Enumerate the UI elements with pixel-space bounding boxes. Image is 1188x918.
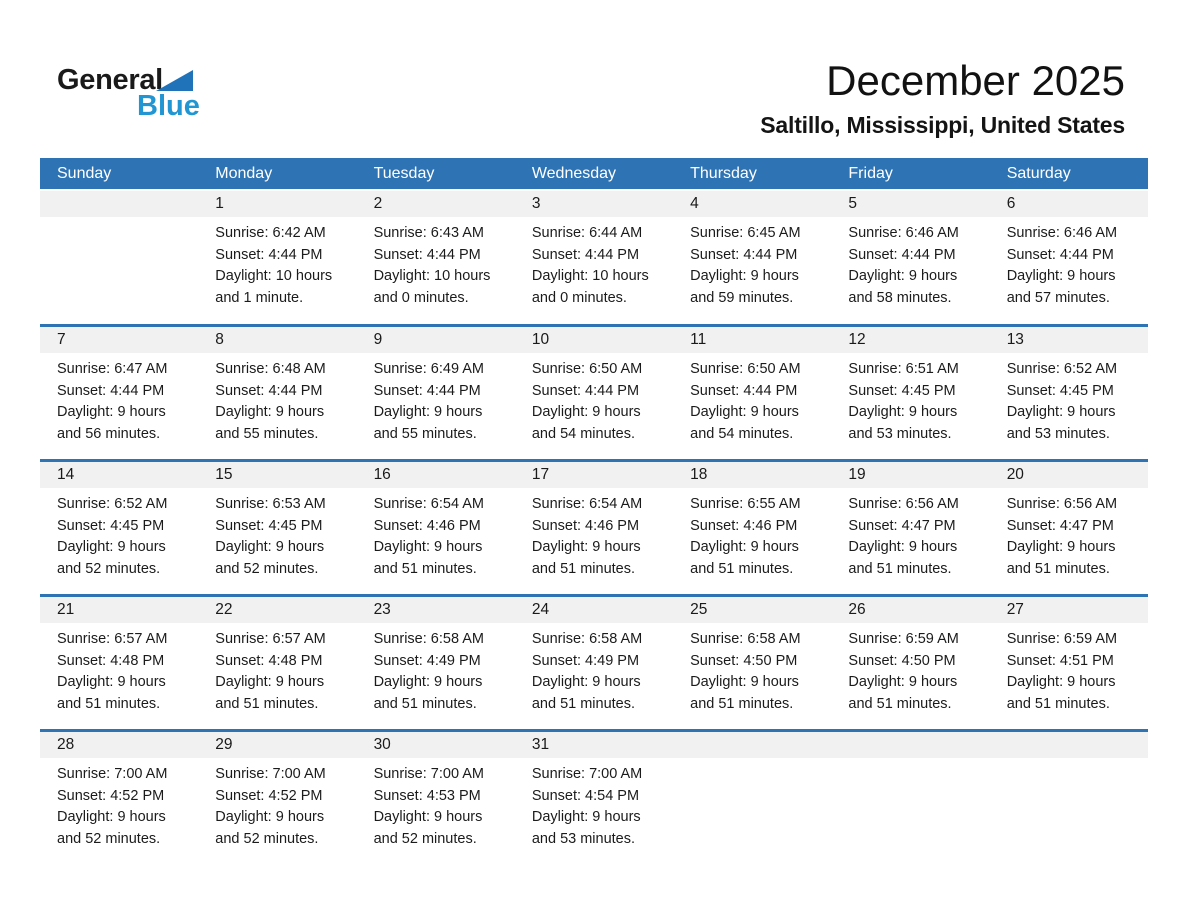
day-number-15: 15 [215, 466, 233, 483]
weekday-header-sunday: Sunday [57, 165, 112, 182]
day-number-empty [831, 732, 989, 758]
daylight-text-line1: Daylight: 9 hours [1006, 674, 1116, 690]
daylight-text-line2: and 53 minutes. [531, 830, 636, 847]
daylight-text-line1: Daylight: 9 hours [531, 404, 641, 420]
sunset-text: Sunset: 4:52 PM [215, 787, 323, 804]
sunrise-text: Sunrise: 6:48 AM [215, 361, 326, 377]
sunset-text: Sunset: 4:44 PM [1006, 246, 1114, 263]
daylight-text-line1: Daylight: 9 hours [690, 268, 799, 284]
daylight-text-line1: Daylight: 9 hours [690, 404, 799, 420]
sunrise-text: Sunrise: 6:46 AM [1006, 225, 1118, 241]
day-number-30: 30 [373, 736, 391, 753]
day-number-strip [40, 462, 1148, 488]
day-cell-20 [990, 488, 1148, 580]
day-cell-3 [515, 217, 673, 309]
daylight-text-line1: Daylight: 9 hours [373, 404, 483, 420]
day-number-empty [990, 732, 1148, 758]
week-row-3 [40, 459, 1148, 594]
weekday-header-tuesday: Tuesday [373, 165, 435, 182]
daylight-text-line1: Daylight: 9 hours [57, 674, 166, 690]
daylight-text-line1: Daylight: 9 hours [848, 539, 958, 555]
day-cell-empty [40, 217, 198, 309]
day-number-2: 2 [373, 195, 383, 212]
sunset-text: Sunset: 4:46 PM [373, 517, 481, 534]
daylight-text-line1: Daylight: 9 hours [373, 674, 483, 690]
day-cell-7 [40, 353, 198, 445]
daylight-text-line2: and 51 minutes. [848, 695, 952, 712]
sunset-text: Sunset: 4:45 PM [848, 382, 956, 399]
sunset-text: Sunset: 4:50 PM [690, 652, 798, 669]
sunset-text: Sunset: 4:44 PM [215, 382, 323, 399]
daylight-text-line1: Daylight: 9 hours [215, 674, 325, 690]
daylight-text-line2: and 52 minutes. [215, 830, 319, 847]
sunrise-text: Sunrise: 6:44 AM [531, 225, 643, 241]
sunrise-text: Sunrise: 7:00 AM [215, 766, 326, 782]
day-cell-18 [673, 488, 831, 580]
day-cell-10 [515, 353, 673, 445]
weekday-header-wednesday: Wednesday [531, 165, 617, 182]
sunrise-text: Sunrise: 6:45 AM [690, 225, 801, 241]
sunrise-text: Sunrise: 6:59 AM [848, 631, 959, 647]
week-row-4 [40, 594, 1148, 729]
day-cell-22 [198, 623, 356, 715]
day-number-14: 14 [57, 466, 75, 483]
sunrise-text: Sunrise: 6:58 AM [690, 631, 801, 647]
daylight-text-line1: Daylight: 9 hours [215, 404, 325, 420]
week-body [40, 623, 1148, 715]
sunset-text: Sunset: 4:44 PM [215, 246, 323, 263]
day-cell-empty [831, 758, 989, 850]
sunset-text: Sunset: 4:44 PM [531, 382, 640, 399]
day-cell-26 [831, 623, 989, 715]
day-cell-15 [198, 488, 356, 580]
daylight-text-line1: Daylight: 9 hours [531, 809, 641, 825]
sunset-text: Sunset: 4:44 PM [848, 246, 956, 263]
daylight-text-line2: and 56 minutes. [57, 425, 161, 442]
sunrise-text: Sunrise: 6:56 AM [848, 496, 959, 512]
sunrise-text: Sunrise: 6:42 AM [215, 225, 326, 241]
day-cell-9 [357, 353, 515, 445]
sunrise-text: Sunrise: 6:51 AM [848, 361, 959, 377]
daylight-text-line1: Daylight: 9 hours [531, 674, 641, 690]
day-cell-13 [990, 353, 1148, 445]
daylight-text-line2: and 53 minutes. [848, 425, 952, 442]
sunrise-text: Sunrise: 7:00 AM [373, 766, 484, 782]
day-number-23: 23 [373, 601, 391, 618]
week-body [40, 353, 1148, 445]
sunset-text: Sunset: 4:48 PM [57, 652, 165, 669]
daylight-text-line2: and 55 minutes. [373, 425, 477, 442]
day-number-7: 7 [57, 331, 66, 348]
daylight-text-line2: and 51 minutes. [848, 560, 952, 577]
sunset-text: Sunset: 4:49 PM [531, 652, 640, 669]
day-cell-empty [673, 758, 831, 850]
daylight-text-line2: and 51 minutes. [690, 560, 794, 577]
daylight-text-line1: Daylight: 10 hours [373, 268, 491, 284]
day-number-13: 13 [1006, 331, 1024, 348]
sunrise-text: Sunrise: 6:58 AM [531, 631, 643, 647]
daylight-text-line2: and 52 minutes. [57, 560, 161, 577]
weekday-header-saturday: Saturday [1006, 165, 1071, 182]
daylight-text-line2: and 59 minutes. [690, 289, 794, 306]
weekday-header-friday: Friday [848, 165, 893, 182]
day-number-25: 25 [690, 601, 708, 618]
sunrise-text: Sunrise: 6:43 AM [373, 225, 484, 241]
day-cell-2 [357, 217, 515, 309]
logo-triangle-icon [156, 70, 193, 91]
daylight-text-line1: Daylight: 9 hours [57, 404, 166, 420]
sunrise-text: Sunrise: 6:50 AM [690, 361, 801, 377]
day-number-empty [40, 191, 198, 217]
week-body [40, 758, 1148, 850]
daylight-text-line2: and 51 minutes. [1006, 560, 1110, 577]
day-cell-empty [990, 758, 1148, 850]
sunrise-text: Sunrise: 6:59 AM [1006, 631, 1118, 647]
day-cell-23 [357, 623, 515, 715]
sunrise-text: Sunrise: 6:49 AM [373, 361, 484, 377]
daylight-text-line2: and 51 minutes. [373, 560, 477, 577]
sunrise-text: Sunrise: 6:54 AM [373, 496, 484, 512]
daylight-text-line1: Daylight: 9 hours [1006, 268, 1116, 284]
weekday-header-monday: Monday [215, 165, 273, 182]
day-number-9: 9 [373, 331, 383, 348]
day-cell-21 [40, 623, 198, 715]
sunset-text: Sunset: 4:47 PM [848, 517, 956, 534]
sunrise-text: Sunrise: 6:53 AM [215, 496, 326, 512]
day-number-strip [40, 597, 1148, 623]
daylight-text-line2: and 51 minutes. [690, 695, 794, 712]
day-cell-6 [990, 217, 1148, 309]
general-blue-logo [57, 64, 227, 126]
day-number-strip [40, 327, 1148, 353]
sunset-text: Sunset: 4:44 PM [373, 246, 481, 263]
daylight-text-line2: and 55 minutes. [215, 425, 319, 442]
sunrise-text: Sunrise: 6:54 AM [531, 496, 643, 512]
daylight-text-line2: and 51 minutes. [215, 695, 319, 712]
day-number-27: 27 [1006, 601, 1024, 618]
daylight-text-line1: Daylight: 9 hours [373, 539, 483, 555]
week-row-5 [40, 729, 1148, 864]
day-number-24: 24 [531, 601, 550, 618]
daylight-text-line2: and 58 minutes. [848, 289, 952, 306]
sunset-text: Sunset: 4:50 PM [848, 652, 956, 669]
sunset-text: Sunset: 4:45 PM [57, 517, 165, 534]
daylight-text-line1: Daylight: 9 hours [690, 539, 799, 555]
day-number-strip [40, 191, 1148, 217]
day-number-1: 1 [215, 195, 224, 212]
daylight-text-line1: Daylight: 9 hours [57, 539, 166, 555]
sunset-text: Sunset: 4:44 PM [690, 382, 798, 399]
day-number-6: 6 [1006, 195, 1016, 212]
day-number-18: 18 [690, 466, 708, 483]
day-cell-30 [357, 758, 515, 850]
day-number-21: 21 [57, 601, 75, 618]
sunrise-text: Sunrise: 6:46 AM [848, 225, 959, 241]
daylight-text-line2: and 51 minutes. [531, 560, 636, 577]
week-row-1 [40, 189, 1148, 324]
sunset-text: Sunset: 4:44 PM [57, 382, 165, 399]
sunset-text: Sunset: 4:49 PM [373, 652, 481, 669]
daylight-text-line2: and 52 minutes. [373, 830, 477, 847]
day-number-28: 28 [57, 736, 75, 753]
day-number-8: 8 [215, 331, 224, 348]
day-number-17: 17 [531, 466, 550, 483]
day-cell-5 [831, 217, 989, 309]
sunrise-text: Sunrise: 6:47 AM [57, 361, 168, 377]
sunrise-text: Sunrise: 6:50 AM [531, 361, 643, 377]
sunset-text: Sunset: 4:45 PM [1006, 382, 1114, 399]
sunset-text: Sunset: 4:53 PM [373, 787, 481, 804]
day-cell-11 [673, 353, 831, 445]
day-cell-25 [673, 623, 831, 715]
day-number-strip [40, 732, 1148, 758]
daylight-text-line1: Daylight: 9 hours [531, 539, 641, 555]
day-cell-29 [198, 758, 356, 850]
sunrise-text: Sunrise: 6:52 AM [57, 496, 168, 512]
sunset-text: Sunset: 4:51 PM [1006, 652, 1114, 669]
sunrise-text: Sunrise: 6:58 AM [373, 631, 484, 647]
day-cell-16 [357, 488, 515, 580]
day-cell-1 [198, 217, 356, 309]
daylight-text-line2: and 0 minutes. [373, 289, 469, 306]
daylight-text-line1: Daylight: 9 hours [848, 268, 958, 284]
week-row-2 [40, 324, 1148, 459]
day-cell-31 [515, 758, 673, 850]
sunset-text: Sunset: 4:46 PM [690, 517, 798, 534]
daylight-text-line2: and 51 minutes. [57, 695, 161, 712]
daylight-text-line2: and 52 minutes. [57, 830, 161, 847]
daylight-text-line2: and 1 minute. [215, 289, 304, 306]
title-block [760, 58, 1125, 139]
sunrise-text: Sunrise: 7:00 AM [57, 766, 168, 782]
week-body [40, 488, 1148, 580]
day-number-empty [673, 732, 831, 758]
day-cell-4 [673, 217, 831, 309]
day-cell-8 [198, 353, 356, 445]
logo-text-blue: Blue [137, 90, 200, 122]
sunset-text: Sunset: 4:47 PM [1006, 517, 1114, 534]
daylight-text-line1: Daylight: 9 hours [373, 809, 483, 825]
day-cell-12 [831, 353, 989, 445]
daylight-text-line2: and 54 minutes. [531, 425, 636, 442]
sunset-text: Sunset: 4:54 PM [531, 787, 640, 804]
sunrise-text: Sunrise: 6:57 AM [57, 631, 168, 647]
daylight-text-line2: and 53 minutes. [1006, 425, 1110, 442]
day-number-12: 12 [848, 331, 866, 348]
sunset-text: Sunset: 4:44 PM [373, 382, 481, 399]
daylight-text-line1: Daylight: 9 hours [848, 674, 958, 690]
daylight-text-line2: and 51 minutes. [373, 695, 477, 712]
daylight-text-line1: Daylight: 9 hours [215, 539, 325, 555]
daylight-text-line1: Daylight: 9 hours [57, 809, 166, 825]
day-cell-17 [515, 488, 673, 580]
sunrise-text: Sunrise: 6:55 AM [690, 496, 801, 512]
weekday-header-thursday: Thursday [690, 165, 757, 182]
daylight-text-line2: and 54 minutes. [690, 425, 794, 442]
daylight-text-line1: Daylight: 9 hours [215, 809, 325, 825]
day-number-3: 3 [531, 195, 541, 212]
sunrise-text: Sunrise: 6:56 AM [1006, 496, 1118, 512]
calendar-table [40, 158, 1148, 864]
sunset-text: Sunset: 4:46 PM [531, 517, 640, 534]
sunset-text: Sunset: 4:45 PM [215, 517, 323, 534]
day-cell-14 [40, 488, 198, 580]
day-number-31: 31 [531, 736, 550, 753]
day-number-10: 10 [531, 331, 550, 348]
daylight-text-line1: Daylight: 9 hours [1006, 404, 1116, 420]
day-number-20: 20 [1006, 466, 1024, 483]
day-cell-19 [831, 488, 989, 580]
sunset-text: Sunset: 4:44 PM [531, 246, 640, 263]
day-number-19: 19 [848, 466, 866, 483]
day-number-4: 4 [690, 195, 699, 212]
calendar-weeks [40, 189, 1148, 864]
day-number-11: 11 [690, 331, 707, 348]
day-cell-24 [515, 623, 673, 715]
daylight-text-line2: and 51 minutes. [531, 695, 636, 712]
daylight-text-line2: and 57 minutes. [1006, 289, 1110, 306]
month-title: December 2025 [826, 57, 1125, 104]
daylight-text-line2: and 52 minutes. [215, 560, 319, 577]
day-number-26: 26 [848, 601, 866, 618]
location-subtitle: Saltillo, Mississippi, United States [760, 112, 1125, 138]
day-cell-27 [990, 623, 1148, 715]
logo-text-general: General [57, 64, 163, 96]
daylight-text-line2: and 51 minutes. [1006, 695, 1110, 712]
daylight-text-line1: Daylight: 9 hours [848, 404, 958, 420]
sunrise-text: Sunrise: 6:52 AM [1006, 361, 1118, 377]
day-number-16: 16 [373, 466, 391, 483]
sunset-text: Sunset: 4:48 PM [215, 652, 323, 669]
day-cell-28 [40, 758, 198, 850]
sunrise-text: Sunrise: 7:00 AM [531, 766, 643, 782]
day-number-22: 22 [215, 601, 233, 618]
day-number-29: 29 [215, 736, 233, 753]
daylight-text-line1: Daylight: 9 hours [690, 674, 799, 690]
daylight-text-line1: Daylight: 9 hours [1006, 539, 1116, 555]
daylight-text-line1: Daylight: 10 hours [215, 268, 333, 284]
weekday-header-row [40, 158, 1148, 189]
sunset-text: Sunset: 4:52 PM [57, 787, 165, 804]
week-body [40, 217, 1148, 309]
sunrise-text: Sunrise: 6:57 AM [215, 631, 326, 647]
daylight-text-line1: Daylight: 10 hours [531, 268, 649, 284]
sunset-text: Sunset: 4:44 PM [690, 246, 798, 263]
daylight-text-line2: and 0 minutes. [531, 289, 627, 306]
day-number-5: 5 [848, 195, 858, 212]
